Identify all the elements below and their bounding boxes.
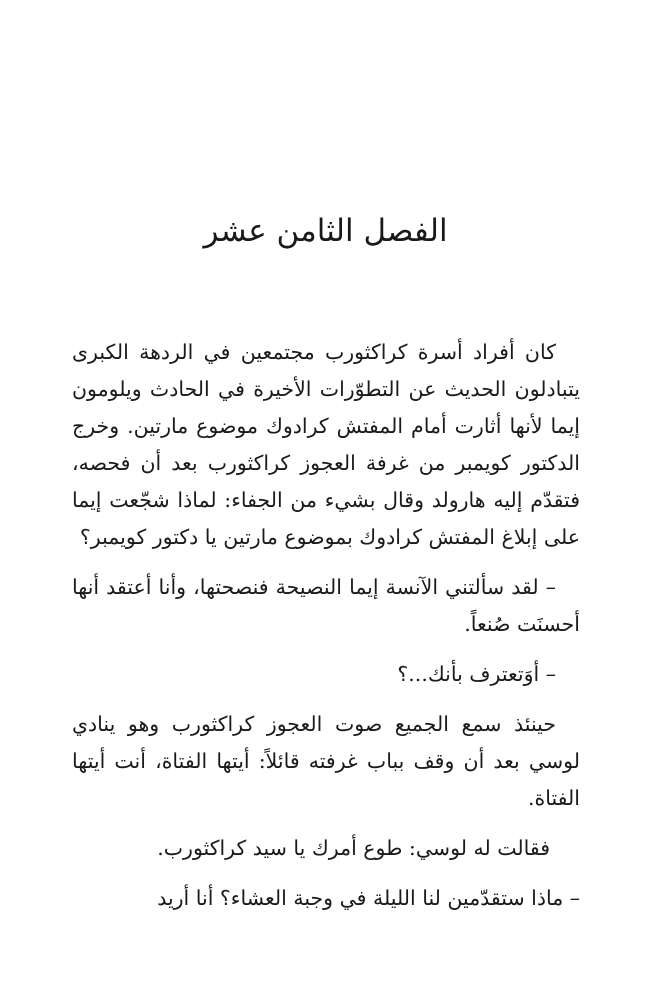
paragraph-dialogue-doctor: – لقد سألتني الآنسة إيما النصيحة فنصحتها، وأنا أعتقد أنها أحسنَت صُنعاً. (72, 575, 580, 636)
paragraph-opening: كان أفراد أسرة كراكثورب مجتمعين في الردهة الكبرى يتبادلون الحديث عن التطوّرات الأخيرة في الحادث ويلومون إيما لأنها أثارت أمام المفتش كرادوك موضوع مارتين. وخرج الدكتور كويمبر من غرفة العجوز كراكثورب بعد أن فحصه، فتقدّم إليه هارولد وقال بشيء من الجفاء: لماذا شجّعت إيما على إبلاغ المفتش كرادوك بموضوع مارتين يا دكتور كويمبر؟ (72, 340, 580, 549)
paragraph-dinner-question: – ماذا ستقدّمين لنا الليلة في وجبة العشاء؟ أنا أريد (157, 886, 580, 910)
chapter-title: الفصل الثامن عشر (203, 213, 448, 249)
paragraph-lucy-reply: فقالت له لوسي: طوع أمرك يا سيد كراكثورب. (157, 836, 550, 860)
chapter-body (72, 334, 580, 930)
paragraph-dialogue-harold: – أوَتعترف بأنك...؟ (397, 662, 556, 686)
paragraph-crackenthorpe-calls: حينئذ سمع الجميع صوت العجوز كراكثورب وهو ينادي لوسي بعد أن وقف بباب غرفته قائلاً: أيتها الفتاة، أنت أيتها الفتاة. (72, 712, 580, 810)
